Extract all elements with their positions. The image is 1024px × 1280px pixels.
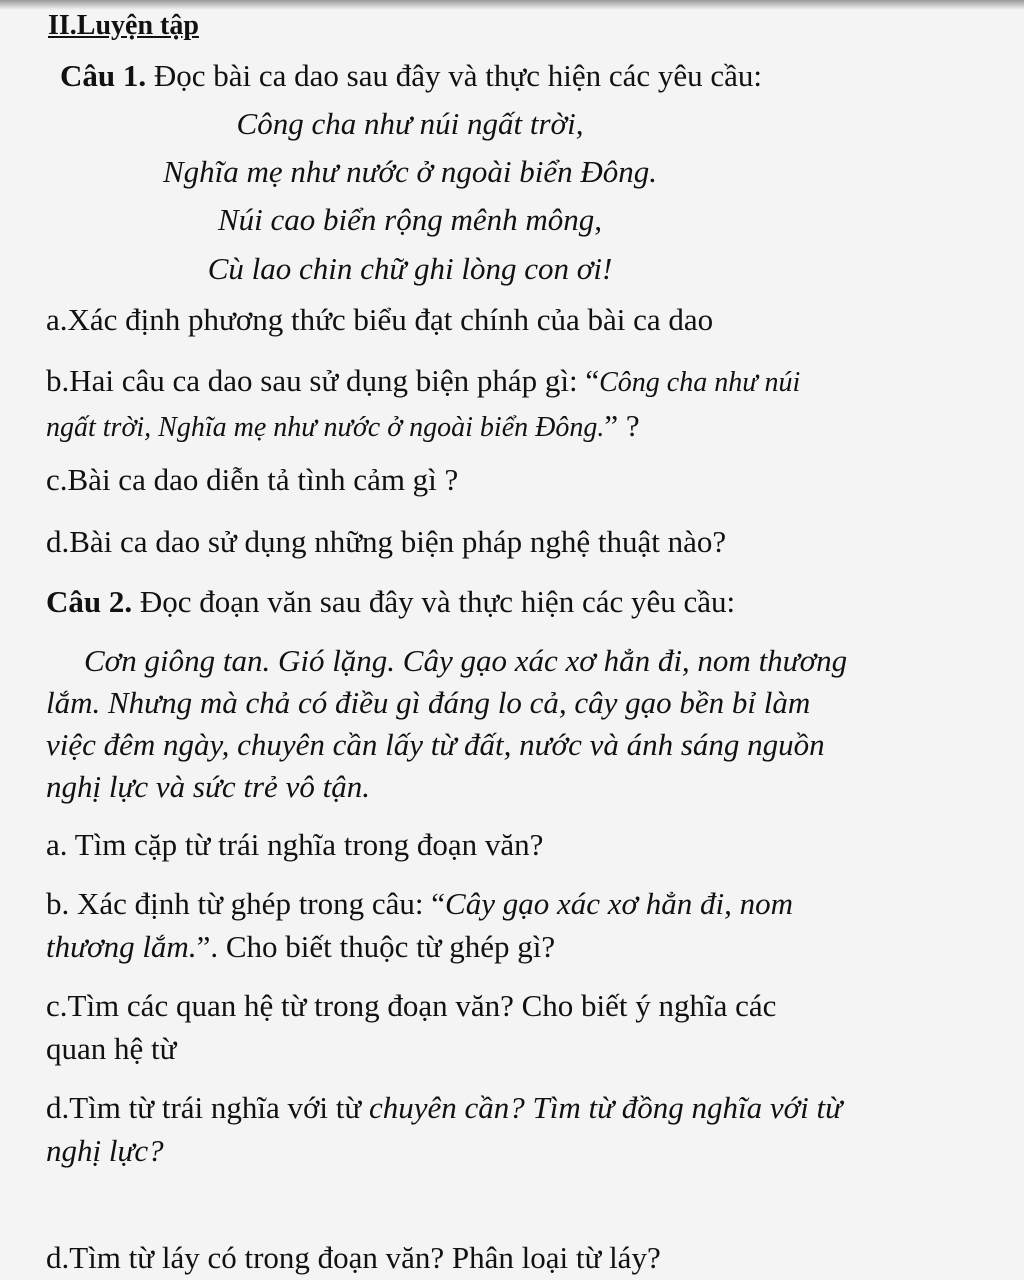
cau2-d-prefix: d.Tìm từ trái nghĩa với từ <box>46 1090 369 1125</box>
cau2-label: Câu 2. <box>46 584 133 619</box>
poem-line-3: Núi cao biển rộng mênh mông, <box>217 202 603 237</box>
cau2-question-d-line1 <box>46 1090 842 1126</box>
cau1-question-b-line1 <box>46 363 800 401</box>
cau1-instruction <box>60 58 762 94</box>
cau1-question-b-line2 <box>46 408 640 446</box>
cau2-question-b-line2 <box>46 929 555 965</box>
cau1-instruction-text: Đọc bài ca dao sau đây và thực hiện các yêu cầu: <box>146 58 762 93</box>
poem-line-4: Cù lao chin chữ ghi lòng con ơi! <box>207 251 613 286</box>
cau1-label: Câu 1. <box>60 58 147 93</box>
cau2-question-a: a. Tìm cặp từ trái nghĩa trong đoạn văn? <box>46 827 544 862</box>
poem-line-1: Công cha như núi ngất trời, <box>236 106 584 141</box>
cau2-b-quote-1: Cây gạo xác xơ hẳn đi, nom <box>445 886 794 921</box>
cau2-question-b-line1 <box>46 886 793 922</box>
cau1-b-quote-2: ngất trời, Nghĩa mẹ như nước ở ngoài biển Đông. <box>46 412 605 443</box>
cau2-question-c-line2: quan hệ từ <box>46 1031 177 1066</box>
cau2-instruction-text: Đọc đoạn văn sau đây và thực hiện các yêu cầu: <box>132 584 736 619</box>
poem-line-2: Nghĩa mẹ như nước ở ngoài biển Đông. <box>163 154 657 189</box>
passage-line-3: việc đêm ngày, chuyên cần lấy từ đất, nước và ánh sáng nguồn <box>46 727 825 762</box>
cau1-b-prefix: b.Hai câu ca dao sau sử dụng biện pháp gì: “ <box>46 363 600 398</box>
cau1-question-a: a.Xác định phương thức biểu đạt chính của bài ca dao <box>46 302 714 337</box>
passage-line-1: Cơn giông tan. Gió lặng. Cây gạo xác xơ hẳn đi, nom thương <box>84 643 848 678</box>
cau1-question-c: c.Bài ca dao diễn tả tình cảm gì ? <box>46 462 459 497</box>
passage-line-4: nghị lực và sức trẻ vô tận. <box>46 769 370 804</box>
cau2-question-d-repeat: d.Tìm từ láy có trong đoạn văn? Phân loại từ láy? <box>46 1240 661 1275</box>
cau2-b-suffix: ”. Cho biết thuộc từ ghép gì? <box>196 929 556 964</box>
cau2-b-quote-2: thương lắm. <box>46 929 197 964</box>
cau2-d-italic: chuyên cần? Tìm từ đồng nghĩa với từ <box>368 1090 843 1125</box>
cau1-b-suffix: ” ? <box>604 408 640 443</box>
cau2-b-prefix: b. Xác định từ ghép trong câu: “ <box>46 886 446 921</box>
cau1-b-quote-1: Công cha như núi <box>599 367 801 398</box>
cau2-instruction <box>46 584 735 620</box>
cau2-question-d-line2: nghị lực? <box>46 1133 164 1168</box>
section-heading: II.Luyện tập <box>48 10 199 41</box>
cau1-question-d: d.Bài ca dao sử dụng những biện pháp nghệ thuật nào? <box>46 524 727 559</box>
cau2-question-c-line1: c.Tìm các quan hệ từ trong đoạn văn? Cho biết ý nghĩa các <box>46 988 777 1023</box>
passage-line-2: lắm. Nhưng mà chả có điều gì đáng lo cả, cây gạo bền bỉ làm <box>46 685 811 720</box>
